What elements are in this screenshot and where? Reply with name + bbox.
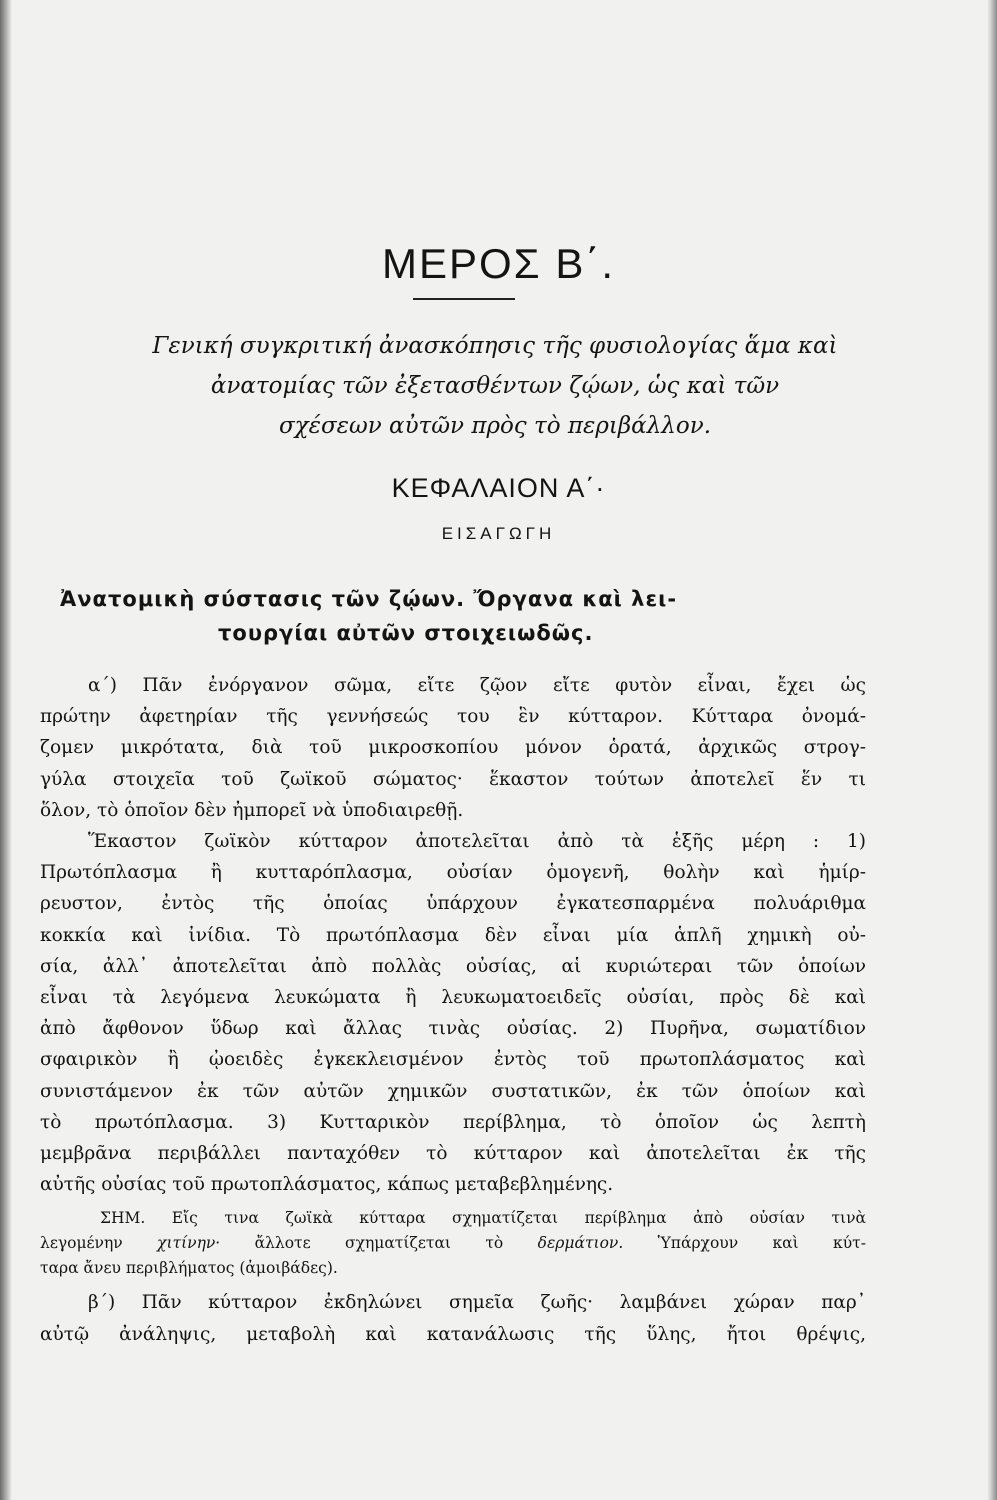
section-heading-line: τουργίαι αὐτῶν στοιχειωδῶς. <box>218 621 594 645</box>
text-line: αὐτῷ ἀνάληψις, μεταβολὴ καὶ κατανάλωσις τῆς ὕλης, ἤτοι θρέψις, <box>40 1323 866 1345</box>
text-line: αὐτῆς οὐσίας τοῦ πρωτοπλάσματος, κάπως μεταβεβλημένης. <box>40 1174 614 1196</box>
note-term-dermation: δερμάτιον. <box>537 1234 624 1253</box>
text-line: συνιστάμενον ἐκ τῶν αὐτῶν χημικῶν συστατικῶν, ἐκ τῶν ὁποίων καὶ <box>40 1080 866 1102</box>
subtitle-line: Γενική συγκριτική ἀνασκόπησις τῆς φυσιολογίας ἅμα καὶ <box>152 333 838 359</box>
text-line: μεμβρᾶνα περιβάλλει πανταχόθεν τὸ κύτταρον καὶ ἀποτελεῖται ἐκ τῆς <box>40 1143 866 1165</box>
chapter-title: ΚΕΦΑΛΑΙΟΝ Α΄· <box>391 473 606 503</box>
note-line <box>40 1231 866 1256</box>
text-line: α΄) Πᾶν ἐνόργανον σῶμα, εἴτε ζῷον εἴτε φυτὸν εἶναι, ἔχει ὡς <box>88 675 866 696</box>
text-line: τὸ πρωτόπλασμα. 3) Κυτταρικὸν περίβλημα, τὸ ὁποῖον ὡς λεπτὴ <box>40 1111 866 1133</box>
part-title: ΜΕΡΟΣ Β΄. <box>382 240 615 287</box>
text-line: γύλα στοιχεῖα τοῦ ζωϊκοῦ σώματος· ἕκαστον τούτων ἀποτελεῖ ἕν τι <box>40 768 866 790</box>
section-heading <box>60 582 920 650</box>
title-divider <box>413 298 515 300</box>
text-line: πρώτην ἀφετηρίαν τῆς γεννήσεώς του ἓν κύτταρον. Κύτταρα ὀνομά- <box>40 706 866 728</box>
text-line: κοκκία καὶ ἰνίδια. Τὸ πρωτόπλασμα δὲν εἶναι μία ἁπλῆ χημικὴ οὐ- <box>40 924 866 946</box>
text-line: ὅλον, τὸ ὁποῖον δὲν ἠμπορεῖ νὰ ὑποδιαιρεθῇ. <box>40 799 464 821</box>
text-line: ἀπὸ ἄφθονον ὕδωρ καὶ ἄλλας τινὰς οὐσίας. 2) Πυρῆνα, σωματίδιον <box>40 1018 866 1040</box>
page-edge-shadow-right <box>987 0 997 1500</box>
note-text: λεγομένην <box>40 1234 158 1253</box>
text-line: β΄) Πᾶν κύτταρον ἐκδηλώνει σημεῖα ζωῆς· λαμβάνει χώραν παρ᾽ <box>88 1292 866 1314</box>
paragraph-a <box>40 670 866 826</box>
note-text: ἄλλοτε σχηματίζεται τὸ <box>220 1234 538 1253</box>
introduction-label: ΕΙΣΑΓΩΓΗ <box>441 524 556 543</box>
subtitle-line: ἀνατομίας τῶν ἐξετασθέντων ζῴων, ὡς καὶ τῶν <box>210 373 780 399</box>
text-line: σφαιρικὸν ἢ ᾠοειδὲς ἐγκεκλεισμένον ἐντὸς τοῦ πρωτοπλάσματος καὶ <box>40 1049 866 1071</box>
part-subtitle <box>40 326 950 446</box>
text-line: εἶναι τὰ λεγόμενα λευκώματα ἢ λευκωματοειδεῖς οὐσίαι, πρὸς δὲ καὶ <box>40 987 866 1009</box>
text-line: σία, ἀλλ᾽ ἀποτελεῖται ἀπὸ πολλὰς οὐσίας, αἱ κυριώτεραι τῶν ὁποίων <box>40 955 866 977</box>
note-term-chitin: χιτίνην· <box>157 1234 221 1253</box>
text-line: ζομεν μικρότατα, διὰ τοῦ μικροσκοπίου μόνον ὁρατά, ἀρχικῶς στρογ- <box>40 737 866 759</box>
paragraph-b <box>40 826 866 1200</box>
page-edge-shadow-left <box>0 0 12 1500</box>
paragraph-c <box>40 1287 866 1349</box>
text-line: Ἕκαστον ζωϊκὸν κύτταρον ἀποτελεῖται ἀπὸ τὰ ἑξῆς μέρη : 1) <box>88 831 866 853</box>
text-line: ρευστον, ἐντὸς τῆς ὁποίας ὑπάρχουν ἐγκατεσπαρμένα πολυάριθμα <box>40 893 866 915</box>
footnote <box>40 1206 866 1281</box>
subtitle-line: σχέσεων αὐτῶν πρὸς τὸ περιβάλλον. <box>278 413 712 439</box>
section-heading-line: Ἀνατομικὴ σύστασις τῶν ζῴων. Ὄργανα καὶ λει- <box>60 587 678 611</box>
note-text: Ὑπάρχουν καὶ κύτ- <box>623 1234 866 1253</box>
text-line: Πρωτόπλασμα ἢ κυτταρόπλασμα, οὐσίαν ὁμογενῆ, θολὴν καὶ ἡμίρ- <box>40 862 866 884</box>
note-line: ταρα ἄνευ περιβλήματος (ἀμοιβάδες). <box>40 1259 338 1278</box>
note-line: ΣΗΜ. Εἴς τινα ζωϊκὰ κύτταρα σχηματίζεται περίβλημα ἀπὸ οὐσίαν τινὰ <box>100 1209 866 1228</box>
body-text <box>40 670 866 1350</box>
